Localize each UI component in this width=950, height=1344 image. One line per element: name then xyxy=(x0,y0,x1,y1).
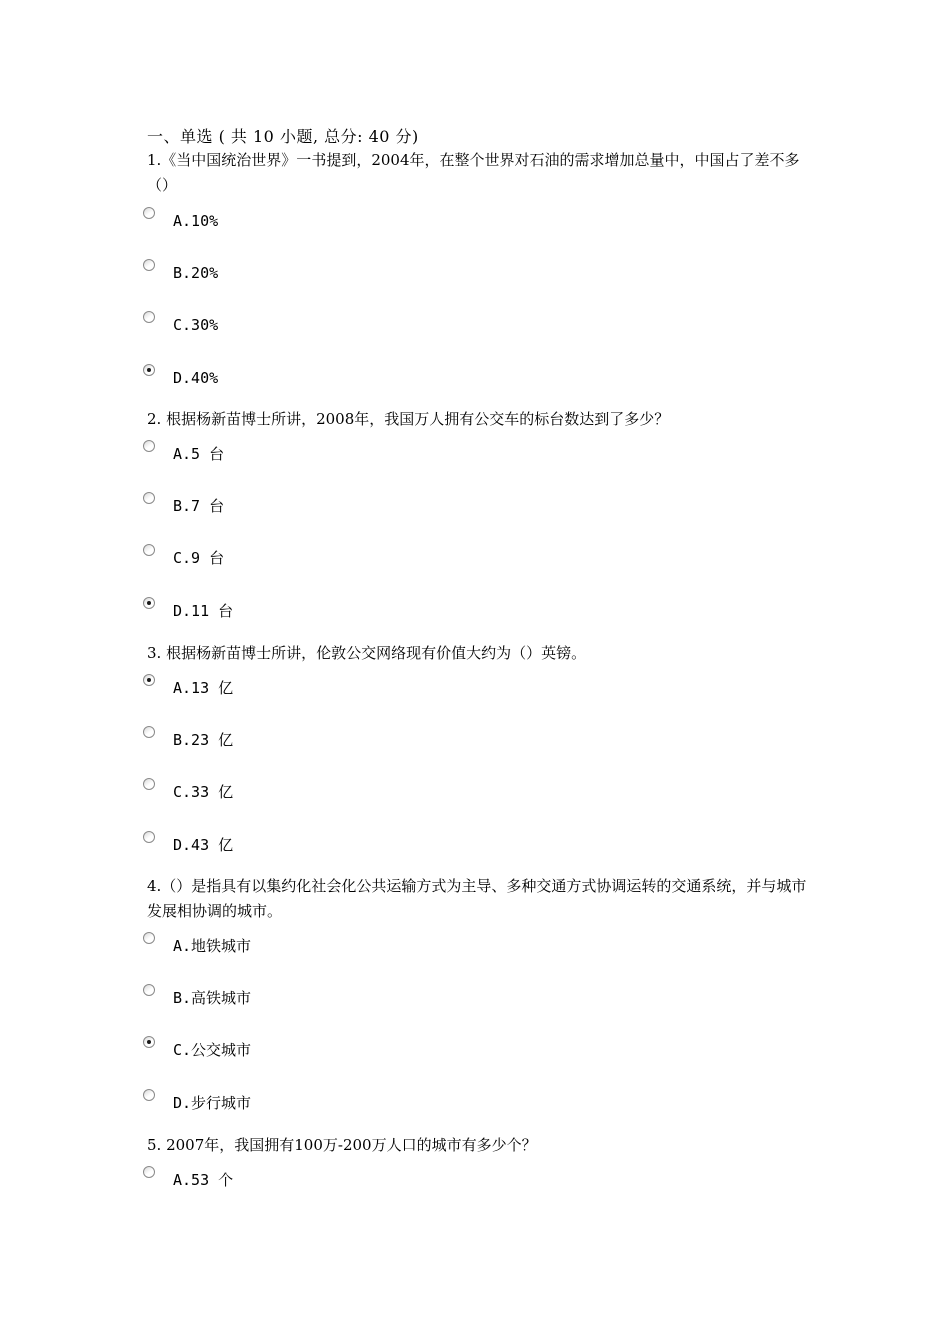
question-3-text: 3. 根据杨新苗博士所讲，伦敦公交网络现有价值大约为（）英镑。 xyxy=(147,644,587,662)
radio-button[interactable] xyxy=(143,831,155,843)
radio-button[interactable] xyxy=(143,726,155,738)
option-label: C.公交城市 xyxy=(173,1041,252,1059)
radio-button[interactable] xyxy=(143,207,155,219)
question-3-option-c[interactable] xyxy=(143,777,233,801)
radio-button[interactable] xyxy=(143,544,155,556)
radio-button[interactable] xyxy=(143,778,155,790)
question-2-option-a[interactable] xyxy=(143,439,224,463)
radio-button-selected[interactable] xyxy=(143,674,155,686)
option-label: B.高铁城市 xyxy=(173,989,252,1007)
radio-button[interactable] xyxy=(143,984,155,996)
radio-button[interactable] xyxy=(143,932,155,944)
radio-button[interactable] xyxy=(143,440,155,452)
question-3-option-b[interactable] xyxy=(143,725,233,749)
radio-button-selected[interactable] xyxy=(143,597,155,609)
option-label: A.5 台 xyxy=(173,445,225,463)
question-2-text: 2. 根据杨新苗博士所讲，2008年，我国万人拥有公交车的标台数达到了多少？ xyxy=(147,410,670,428)
question-1-option-d[interactable] xyxy=(143,363,218,387)
radio-button[interactable] xyxy=(143,259,155,271)
question-4-option-d[interactable] xyxy=(143,1088,251,1112)
option-label: C.9 台 xyxy=(173,549,225,567)
radio-button-selected[interactable] xyxy=(143,1036,155,1048)
option-label: B.20% xyxy=(173,264,219,282)
option-label: C.33 亿 xyxy=(173,783,234,801)
question-2-option-c[interactable] xyxy=(143,543,224,567)
option-label: D.40% xyxy=(173,369,219,387)
question-1-option-a[interactable] xyxy=(143,206,218,230)
radio-button-selected[interactable] xyxy=(143,364,155,376)
question-3-option-a[interactable] xyxy=(143,673,233,697)
question-2-option-b[interactable] xyxy=(143,491,224,515)
question-4-option-c[interactable] xyxy=(143,1035,251,1059)
radio-button[interactable] xyxy=(143,492,155,504)
question-1-text: 1.《当中国统治世界》一书提到，2004年，在整个世界对石油的需求增加总量中，中国占了差不多（） xyxy=(147,151,800,194)
question-5-text: 5. 2007年，我国拥有100万-200万人口的城市有多少个？ xyxy=(147,1136,537,1154)
option-label: D.43 亿 xyxy=(173,836,234,854)
option-label: A.10% xyxy=(173,212,219,230)
radio-button[interactable] xyxy=(143,1166,155,1178)
question-3-option-d[interactable] xyxy=(143,830,233,854)
option-label: B.23 亿 xyxy=(173,731,234,749)
question-5-option-a[interactable] xyxy=(143,1165,233,1189)
question-4-text: 4.（）是指具有以集约化社会化公共运输方式为主导、多种交通方式协调运转的交通系统，并与城市发展相协调的城市。 xyxy=(147,877,807,920)
question-1-option-b[interactable] xyxy=(143,258,218,282)
section-title: 一、单选 ( 共 10 小题, 总分: 40 分) xyxy=(147,127,419,146)
option-label: A.13 亿 xyxy=(173,679,234,697)
option-label: C.30% xyxy=(173,316,219,334)
option-label: A.地铁城市 xyxy=(173,937,252,955)
option-label: B.7 台 xyxy=(173,497,225,515)
radio-button[interactable] xyxy=(143,311,155,323)
option-label: D.11 台 xyxy=(173,602,234,620)
question-1-option-c[interactable] xyxy=(143,310,218,334)
option-label: D.步行城市 xyxy=(173,1094,252,1112)
question-4-option-a[interactable] xyxy=(143,931,251,955)
option-label: A.53 个 xyxy=(173,1171,234,1189)
question-2-option-d[interactable] xyxy=(143,596,233,620)
question-4-option-b[interactable] xyxy=(143,983,251,1007)
radio-button[interactable] xyxy=(143,1089,155,1101)
